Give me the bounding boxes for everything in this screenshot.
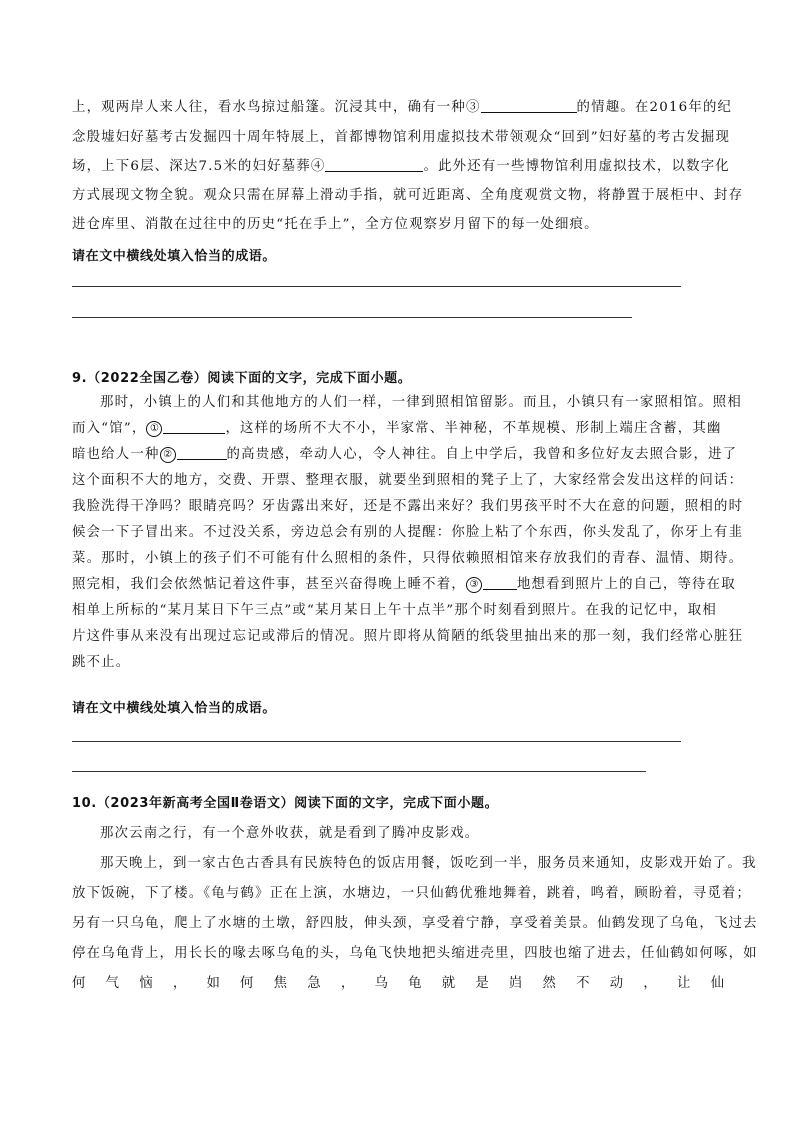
answer-line[interactable] — [72, 741, 681, 742]
q10-line-3: 放下饭碗，下了楼。《龟与鹤》正在上演，水塘边，一只仙鹤优雅地舞着，跳着，鸣着，顾盼着，寻觅着； — [72, 886, 752, 901]
q9-heading: 9.（2022全国乙卷）阅读下面的文字，完成下面小题。 — [72, 371, 412, 386]
blank-number-2: ② — [160, 447, 176, 463]
q9-instruction: 请在文中横线处填入恰当的成语。 — [72, 701, 277, 716]
q9-line-11: 跳不止。 — [72, 655, 131, 670]
q8-line-4: 方式展现文物全貌。观众只需在屏幕上滑动手指，就可近距离、全角度观赏文物，将静置于展柜中、封存 — [72, 188, 744, 203]
q10-line-5: 停在乌龟背上，用长长的喙去啄乌龟的头，乌龟飞快地把头缩进壳里，四肢也缩了进去，任仙鹤如何啄，如 — [72, 946, 758, 961]
blank-number-1: ① — [146, 421, 162, 437]
answer-blank-4[interactable] — [325, 158, 423, 172]
answer-line[interactable] — [72, 286, 681, 287]
q9-line-6: 候会一下子冒出来。不过没关系，旁边总会有别的人提醒：你脸上粘了个东西，你头发乱了，你牙上有韭 — [72, 525, 744, 540]
q9-line-5: 我脸洗得干净吗？眼睛亮吗？牙齿露出来好，还是不露出来好？我们男孩平时不大在意的问题，照相的时 — [72, 499, 744, 514]
q9-line-9: 相单上所标的“某月某日下午三点”或“某月某日上午十点半”那个时刻看到照片。在我的记忆中，取相 — [72, 603, 717, 618]
q10-line-2: 那天晚上，到一家古色古香具有民族特色的饭店用餐，饭吃到一半，服务员来通知，皮影戏开始了。我 — [100, 856, 757, 871]
q10-heading: 10.（2023年新高考全国Ⅱ卷语文）阅读下面的文字，完成下面小题。 — [72, 796, 499, 811]
q10-line-6: 何 气 恼 ， 如 何 焦 急 ， 乌 龟 就 是 岿 然 不 动 ， 让 仙 — [72, 976, 724, 991]
answer-blank-3[interactable] — [481, 99, 577, 113]
answer-line[interactable] — [72, 771, 646, 772]
answer-blank-3[interactable] — [483, 576, 517, 590]
blank-number-3: ③ — [466, 577, 482, 593]
q9-line-8: 照完相，我们会依然惦记着这件事，甚至兴奋得晚上睡不着， ③ 地想看到照片上的自己，等待在取 — [72, 577, 736, 592]
q9-line-4: 这个面积不大的地方，交费、开票、整理衣服，就要坐到照相的凳子上了，大家经常会发出这样的问话： — [72, 473, 744, 488]
blank-number-3: ③ — [465, 100, 481, 115]
q8-line-1: 上，观两岸人来人往，看水鸟掠过船篷。沉浸其中，确有一种③ 的情趣。在2016年的纪 — [72, 100, 733, 115]
answer-blank-2[interactable] — [177, 446, 227, 460]
answer-line[interactable] — [72, 317, 632, 318]
q9-line-2: 而入“馆”， ① ，这样的场所不大不小，半家常、半神秘，不革规模、形制上端庄含蓄，其幽 — [72, 421, 722, 436]
q8-line-2: 念殷墟妇好墓考古发掘四十周年特展上，首都博物馆利用虚拟技术带领观众“回到”妇好墓的考古发掘现 — [72, 130, 731, 145]
q8-line-5: 进仓库里、消散在过往中的历史“托在手上”，全方位观察岁月留下的每一处细痕。 — [72, 217, 599, 232]
q9-line-7: 菜。那时，小镇上的孩子们不可能有什么照相的条件，只得依赖照相馆来存放我们的青春、温情、期待。 — [72, 551, 744, 566]
q8-instruction: 请在文中横线处填入恰当的成语。 — [72, 249, 277, 264]
q9-line-10: 片这件事从来没有出现过忘记或滞后的情况。照片即将从简陋的纸袋里抽出来的那一刻，我们经常心脏狂 — [72, 629, 744, 644]
q9-line-1: 那时，小镇上的人们和其他地方的人们一样，一律到照相馆留影。而且，小镇只有一家照相馆。照相 — [100, 395, 742, 410]
q9-line-3: 暗也给人一种 ② 的高贵感，牵动人心，令人神往。自上中学后，我曾和多位好友去照合影，进了 — [72, 447, 738, 462]
q8-line-3: 场，上下6层、深达7.5米的妇好墓葬④ 。此外还有一些博物馆利用虚拟技术，以数字化 — [72, 159, 730, 174]
q10-line-4: 另有一只乌龟，爬上了水塘的土墩，舒四肢，伸头颈，享受着宁静，享受着美景。仙鹤发现了乌龟，飞过去 — [72, 916, 758, 931]
blank-number-4: ④ — [310, 159, 326, 174]
answer-blank-1[interactable] — [163, 420, 225, 434]
q10-line-1: 那次云南之行，有一个意外收获，就是看到了腾冲皮影戏。 — [100, 826, 480, 841]
